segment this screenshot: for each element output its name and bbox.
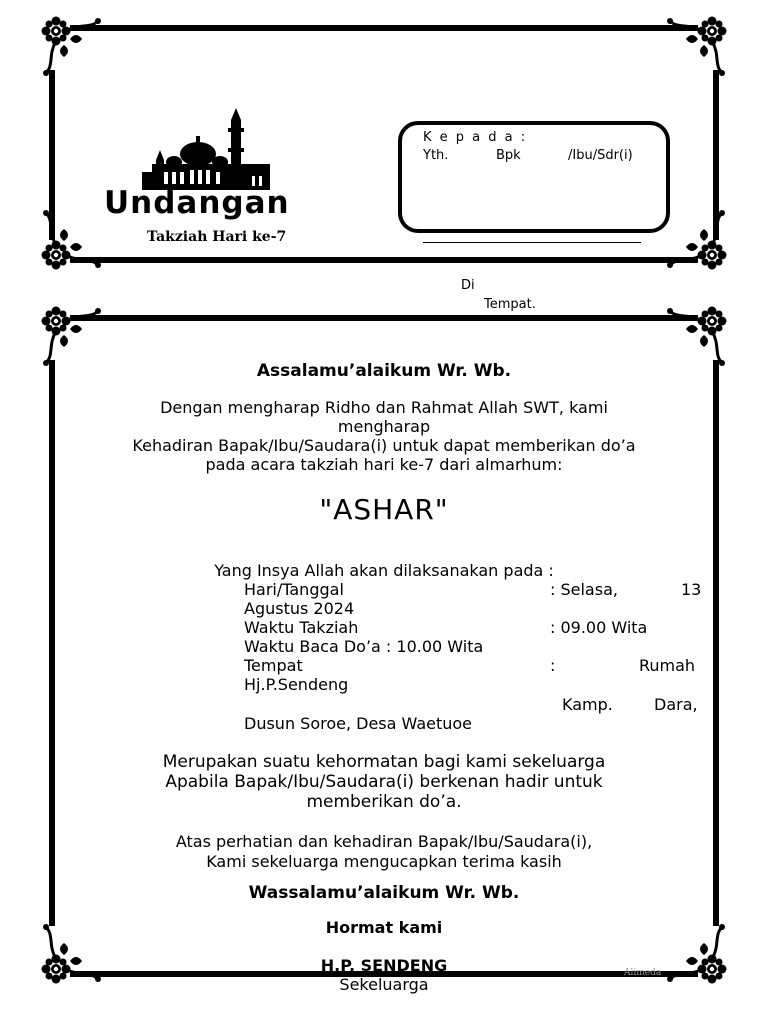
day-label: Hari/Tanggal [244,580,344,599]
invitation-title: Undangan [104,185,290,221]
closing-line-3: memberikan do’a. [306,792,462,812]
main-frame-border-right [713,360,719,926]
prayer-time: Waktu Baca Do’a : 10.00 Wita [244,637,484,656]
day-value: : Selasa, [550,580,618,599]
closing-line-2: Apabila Bapak/Ibu/Saudara(i) berkenan hadir untuk [165,772,603,792]
place-colon: : [550,656,556,675]
watermark: Alimeda [624,968,662,978]
main-frame-border-left [49,360,55,926]
top-frame-border-top [70,25,698,31]
signer-name: H.P. SENDENG [320,956,448,975]
greeting: Assalamu’alaikum Wr. Wb. [256,361,512,381]
recipient-ibu: /Ibu/Sdr(i) [568,148,633,163]
thanks-line-2: Kami sekeluarga mengucapkan terima kasih [206,852,562,871]
recipient-yth: Yth. [423,148,449,163]
intro-line-1: Dengan mengharap Ridho dan Rahmat Allah SWT, kami [160,398,608,417]
mosque-icon [142,108,274,190]
place-value-dara: Dara, [654,695,698,714]
place-value-village: Dusun Soroe, Desa Waetuoe [244,714,473,733]
recipient-to-label: K e p a d a : [423,130,528,145]
place-value: Rumah [639,656,696,675]
place-label: Tempat [244,656,303,675]
flower-ornament-icon [40,15,104,79]
flower-ornament-icon [40,207,104,271]
intro-line-2: mengharap [337,417,431,436]
flower-ornament-icon [40,305,104,369]
recipient-tempat: Tempat. [484,297,536,312]
invitation-subtitle: Takziah Hari ke-7 [147,229,287,245]
farewell: Wassalamu’alaikum Wr. Wb. [248,883,520,903]
signer-family: Sekeluarga [339,975,429,994]
flower-ornament-icon [664,15,728,79]
main-frame-border-top [70,315,698,321]
flower-ornament-icon [664,207,728,271]
closing-line-1: Merupakan suatu kehormatan bagi kami sekeluarga [162,752,606,772]
day-value-date: 13 [681,580,702,599]
thanks-line-1: Atas perhatian dan kehadiran Bapak/Ibu/Saudara(i), [175,832,593,851]
recipient-di: Di [461,278,475,293]
deceased-name: "ASHAR" [319,493,449,526]
regards: Hormat kami [325,918,443,937]
recipient-name-line [423,242,641,243]
place-value-name: Hj.P.Sendeng [244,675,349,694]
time-value: : 09.00 Wita [550,618,648,637]
recipient-bpk: Bpk [496,148,521,163]
day-value-month: Agustus 2024 [244,599,355,618]
time-label: Waktu Takziah [244,618,359,637]
top-frame-border-bottom [70,257,698,263]
place-value-kamp: Kamp. [562,695,613,714]
intro-line-4: pada acara takziah hari ke-7 dari almarhum: [205,455,563,474]
flower-ornament-icon [664,305,728,369]
intro-line-3: Kehadiran Bapak/Ibu/Saudara(i) untuk dapat memberikan do’a [132,436,636,455]
schedule-intro: Yang Insya Allah akan dilaksanakan pada : [214,561,554,580]
